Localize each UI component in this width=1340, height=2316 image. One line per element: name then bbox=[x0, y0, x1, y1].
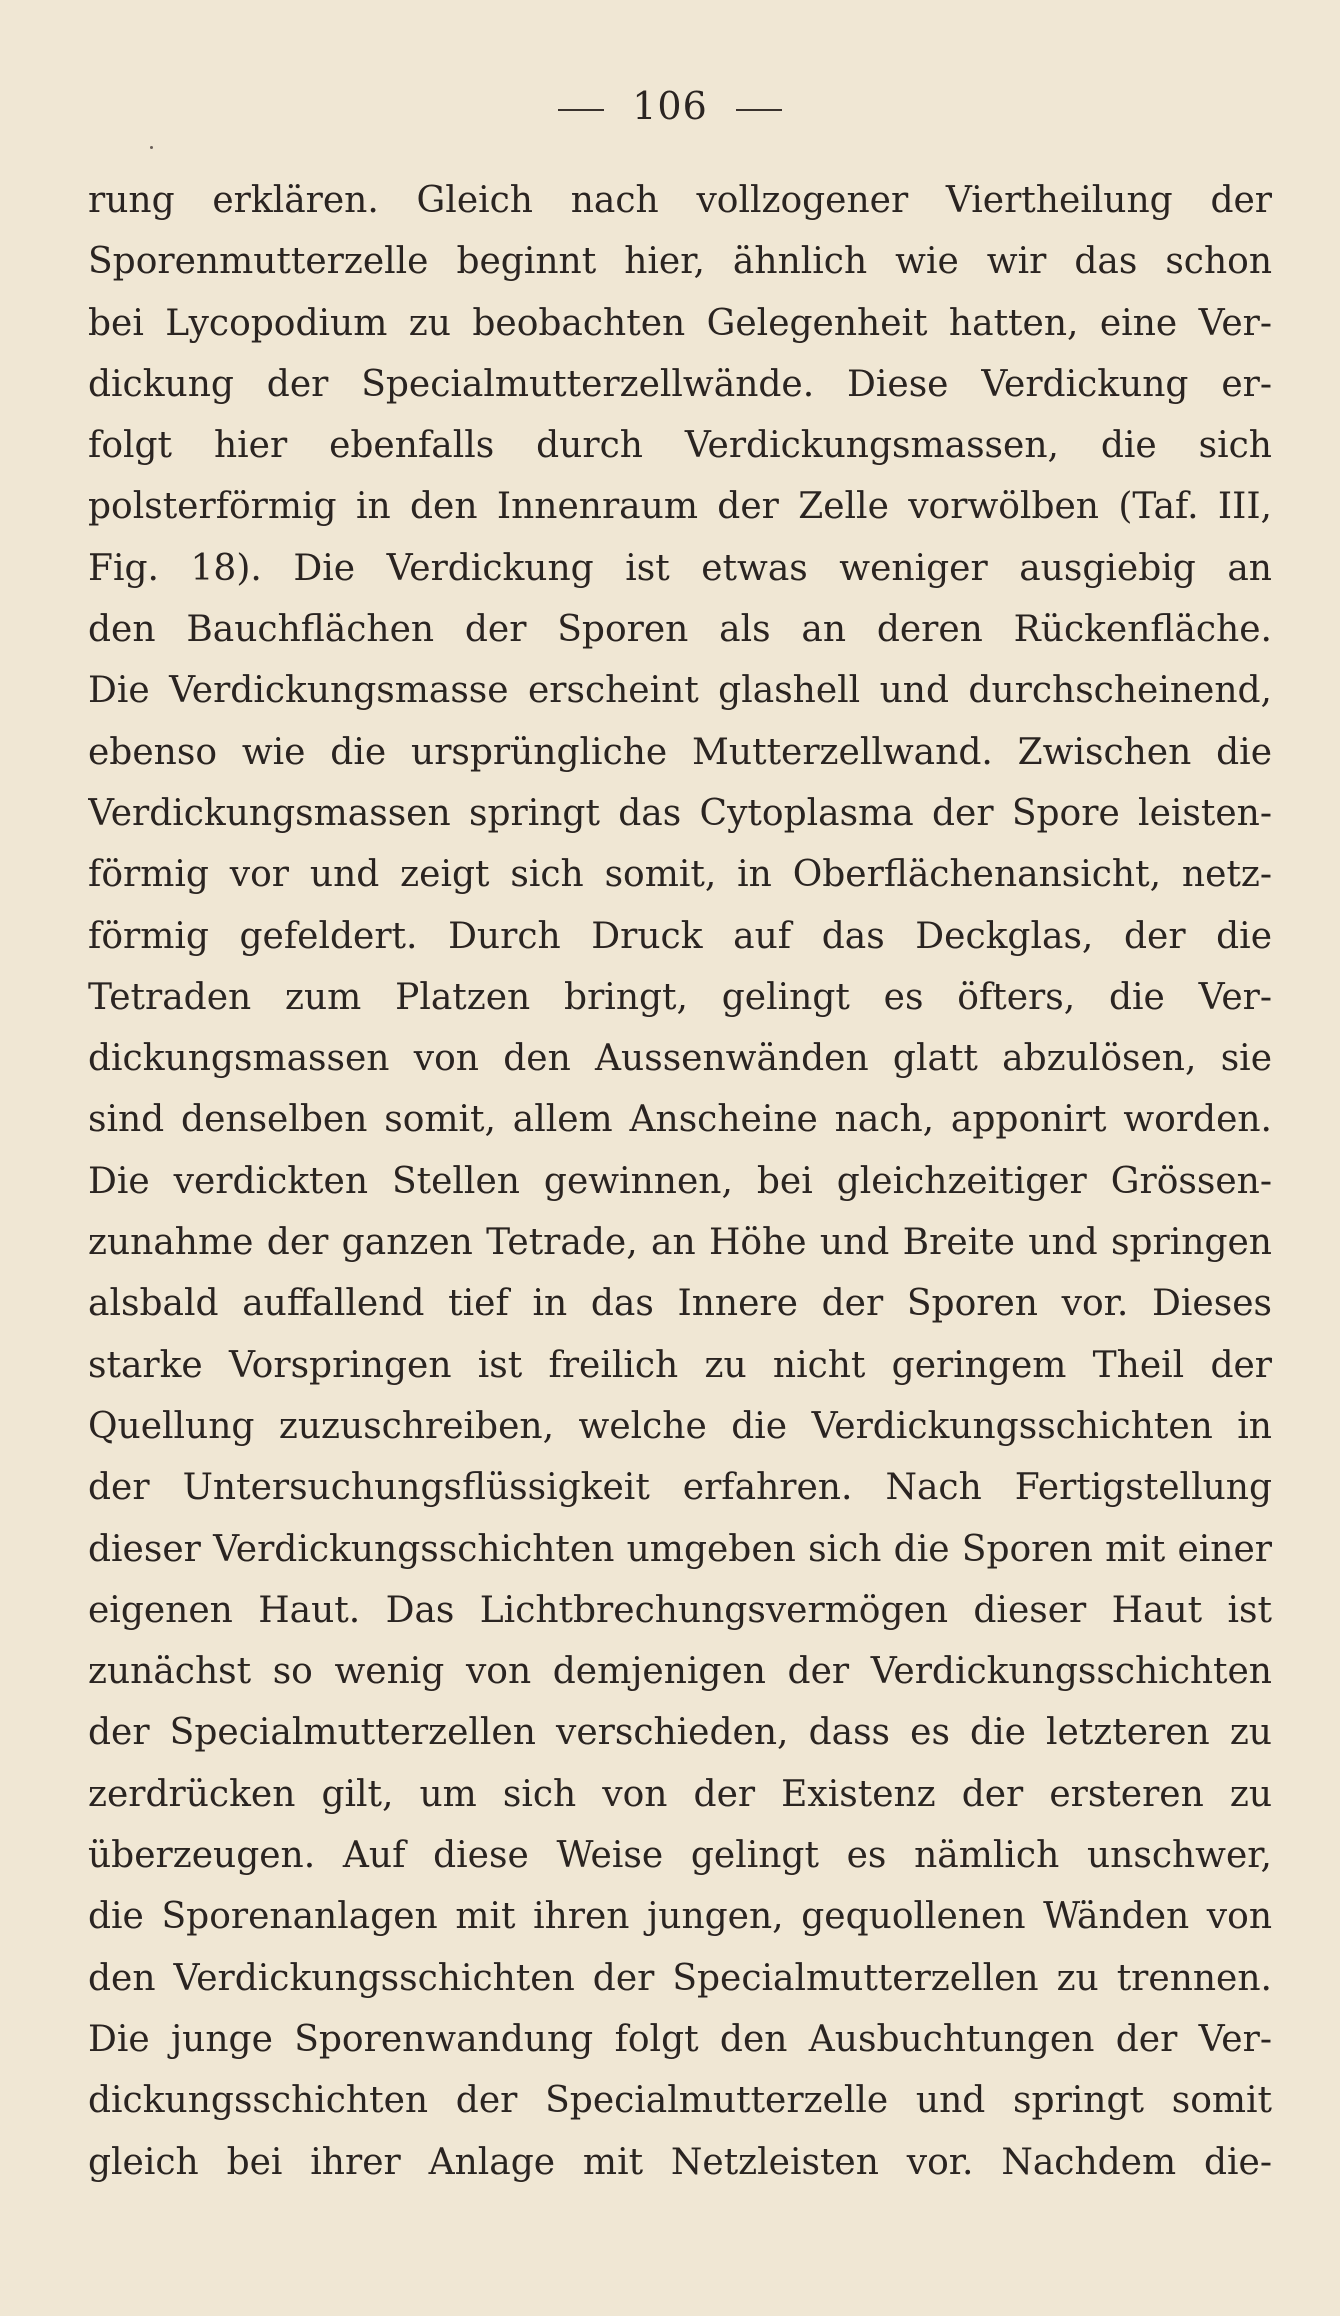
text-line: dickung der Specialmutterzellwände. Diese Verdickung er- bbox=[88, 363, 1272, 405]
page-header bbox=[0, 84, 1340, 128]
text-line: Fig. 18). Die Verdickung ist etwas weniger ausgiebig an bbox=[88, 547, 1272, 589]
text-line: Sporenmutterzelle beginnt hier, ähnlich wie wir das schon bbox=[88, 241, 1272, 283]
text-line: dickungsmassen von den Aussenwänden glatt abzulösen, sie bbox=[88, 1038, 1272, 1080]
text-line: Die Verdickungsmasse erscheint glashell und durchscheinend, bbox=[88, 670, 1272, 712]
header-dash-right bbox=[736, 109, 782, 111]
text-line: alsbald auffallend tief in das Innere der Sporen vor. Dieses bbox=[88, 1283, 1272, 1325]
text-line: zerdrücken gilt, um sich von der Existenz der ersteren zu bbox=[88, 1773, 1272, 1815]
text-line: sind denselben somit, allem Anscheine nach, apponirt worden. bbox=[88, 1099, 1272, 1141]
text-line: den Bauchflächen der Sporen als an deren Rückenfläche. bbox=[88, 609, 1272, 651]
text-line: zunächst so wenig von demjenigen der Verdickungsschichten bbox=[88, 1651, 1272, 1693]
body-text bbox=[88, 170, 1272, 2193]
text-line: Die verdickten Stellen gewinnen, bei gleichzeitiger Grössen- bbox=[88, 1160, 1272, 1202]
text-line: bei Lycopodium zu beobachten Gelegenheit hatten, eine Ver- bbox=[88, 302, 1272, 344]
header-dash-left bbox=[558, 109, 604, 111]
text-line: der Untersuchungsflüssigkeit erfahren. Nach Fertigstellung bbox=[88, 1467, 1272, 1509]
text-line: Die junge Sporenwandung folgt den Ausbuchtungen der Ver- bbox=[88, 2018, 1272, 2060]
text-line: starke Vorspringen ist freilich zu nicht geringem Theil der bbox=[88, 1344, 1272, 1386]
text-line: die Sporenanlagen mit ihren jungen, gequollenen Wänden von bbox=[88, 1896, 1272, 1938]
text-line: förmig vor und zeigt sich somit, in Oberflächenansicht, netz- bbox=[88, 854, 1272, 896]
text-line: dieser Verdickungsschichten umgeben sich die Sporen mit einer bbox=[88, 1528, 1272, 1570]
text-line: Verdickungsmassen springt das Cytoplasma der Spore leisten- bbox=[88, 792, 1272, 834]
text-line: zunahme der ganzen Tetrade, an Höhe und Breite und springen bbox=[88, 1222, 1272, 1264]
text-line: gleich bei ihrer Anlage mit Netzleisten vor. Nachdem die- bbox=[88, 2141, 1272, 2183]
text-line: dickungsschichten der Specialmutterzelle und springt somit bbox=[88, 2080, 1272, 2122]
text-line: ebenso wie die ursprüngliche Mutterzellwand. Zwischen die bbox=[88, 731, 1272, 773]
text-line: der Specialmutterzellen verschieden, dass es die letzteren zu bbox=[88, 1712, 1272, 1754]
text-line: rung erklären. Gleich nach vollzogener Viertheilung der bbox=[88, 180, 1272, 221]
text-line: Tetraden zum Platzen bringt, gelingt es öfters, die Ver- bbox=[88, 976, 1272, 1018]
text-line: polsterförmig in den Innenraum der Zelle vorwölben (Taf. III, bbox=[88, 486, 1272, 528]
text-line: eigenen Haut. Das Lichtbrechungsvermögen dieser Haut ist bbox=[88, 1589, 1272, 1631]
text-line: folgt hier ebenfalls durch Verdickungsmassen, die sich bbox=[88, 425, 1272, 467]
print-speck bbox=[150, 146, 153, 149]
text-line: förmig gefeldert. Durch Druck auf das Deckglas, der die bbox=[88, 915, 1272, 957]
text-line: den Verdickungsschichten der Specialmutterzellen zu trennen. bbox=[88, 1957, 1272, 1999]
text-line: überzeugen. Auf diese Weise gelingt es nämlich unschwer, bbox=[88, 1835, 1272, 1877]
text-line: Quellung zuzuschreiben, welche die Verdickungsschichten in bbox=[88, 1405, 1272, 1447]
page-number: 106 bbox=[632, 84, 708, 128]
